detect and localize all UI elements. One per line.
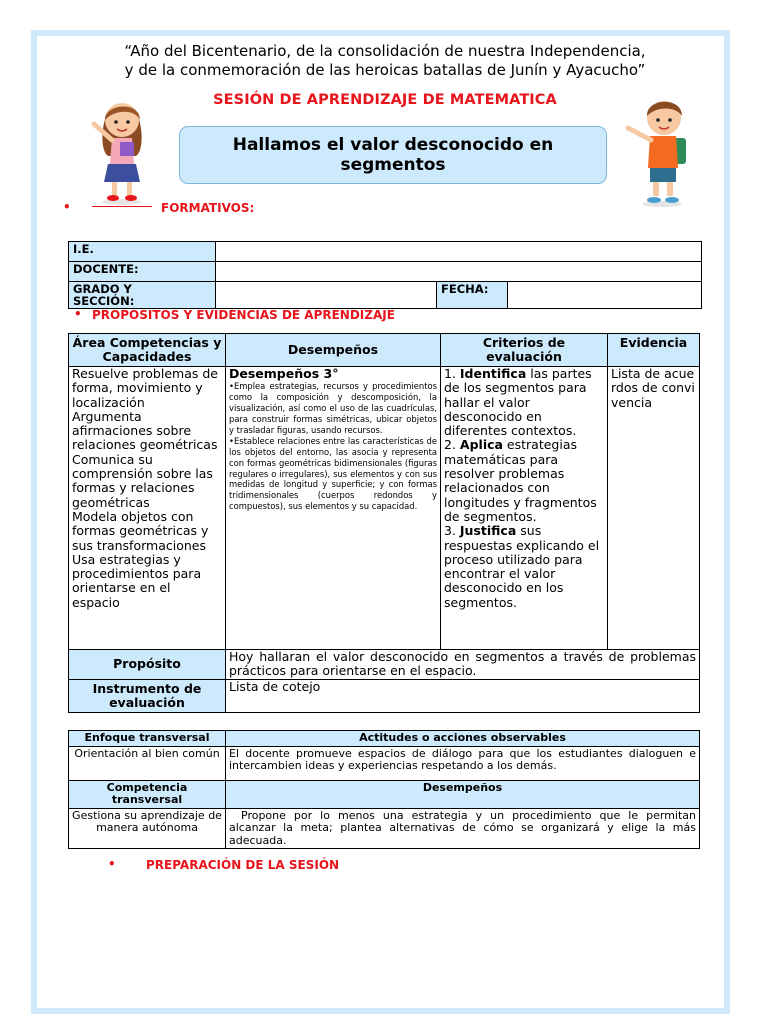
criterio-1: [444, 367, 604, 438]
main-table: [68, 333, 700, 713]
capacity-modela: Modela objetos con formas geométricas y sus transformaciones: [72, 508, 209, 553]
transversal-table: [68, 730, 700, 849]
criterios-cell: [441, 367, 608, 650]
grado-label-1: GRADO Y: [73, 282, 132, 296]
criterio-2: [444, 438, 604, 524]
grado-value-cell: [216, 282, 437, 309]
header-area: Área Competencias y Capacidades: [69, 334, 226, 367]
section-propositos: PROPOSITOS Y EVIDENCIAS DE APRENDIZAJE: [92, 308, 395, 322]
criterio-3-number: 3.: [444, 523, 460, 539]
motto-line-2: y de la conmemoración de las heroicas batallas de Junín y Ayacucho”: [124, 61, 646, 79]
criterio-2-keyword: Aplica: [459, 437, 503, 453]
bullet-propositos: •: [74, 307, 82, 321]
capacity-comunica: Comunica su comprensión sobre las formas y relaciones geométricas: [72, 451, 213, 510]
criterio-2-number: 2.: [444, 437, 460, 453]
desempenos-title: Desempeños 3°: [229, 366, 339, 381]
topic-title-box: [179, 126, 607, 184]
header-evidencia: Evidencia: [608, 334, 700, 367]
instrumento-text: Lista de cotejo: [226, 679, 700, 712]
motto-line-1: “Año del Bicentenario, de la consolidación de nuestra Independencia,: [124, 42, 646, 60]
bullet-formativos: •: [63, 200, 71, 214]
evidencia-text: Lista de acuerdos de convivencia: [611, 366, 695, 410]
bullet-preparacion: •: [108, 857, 116, 871]
fecha-label-cell: [437, 282, 508, 309]
ie-value-cell: [216, 242, 702, 262]
fecha-value-cell: [508, 282, 702, 309]
docente-label-cell: [69, 262, 216, 282]
info-table: [68, 241, 702, 309]
evidencia-cell: [608, 367, 700, 650]
header-desempenos: Desempeños: [226, 334, 441, 367]
motto: [60, 42, 710, 80]
enfoque-value: Orientación al bien común: [69, 746, 226, 780]
header-enfoque: Enfoque transversal: [69, 731, 226, 747]
criterio-3: [444, 524, 604, 610]
header-desempenos-transversal: Desempeños: [226, 780, 700, 808]
header-actitudes: Actitudes o acciones observables: [226, 731, 700, 747]
grado-label-2: SECCIÓN:: [73, 294, 135, 308]
header-competencia: Competencia transversal: [69, 780, 226, 808]
section-formativos: FORMATIVOS:: [161, 201, 255, 215]
formativos-underline: [92, 206, 152, 207]
session-title: SESIÓN DE APRENDIZAJE DE MATEMATICA: [213, 92, 557, 108]
desempeno-transversal-value: Propone por lo menos una estrategia y un procedimiento que le permitan alcanzar la meta; plantea alternativas de cómo se organizará y elige la más adecuada.: [226, 808, 700, 849]
docente-value-cell: [216, 262, 702, 282]
criterio-2-text: estrategias matemáticas para resolver problemas relacionados con longitudes y fragmentos de segmentos.: [444, 437, 597, 524]
capacity-argumenta: Argumenta afirmaciones sobre relaciones geométricas: [72, 408, 218, 453]
instrumento-label: Instrumento de evaluación: [69, 679, 226, 712]
desempeno-item-2: •Establece relaciones entre las características de los objetos del entorno, las asocia y representa con formas geométricas bidimensionales (figuras regulares o irregulares), sus elementos y con sus medidas de longitud y superficie; y con formas tridimensionales (cuerpos redondos y compuestos), sus elementos y su capacidad.: [229, 435, 437, 512]
capacity-usa: Usa estrategias y procedimientos para orientarse en el espacio: [72, 551, 202, 610]
proposito-text: Hoy hallaran el valor desconocido en segmentos a través de problemas prácticos para orientarse en el espacio.: [226, 650, 700, 680]
criterio-3-keyword: Justifica: [459, 523, 517, 539]
docente-label: DOCENTE:: [73, 262, 139, 276]
section-preparacion: PREPARACIÓN DE LA SESIÓN: [146, 858, 340, 872]
grado-label-cell: [69, 282, 216, 309]
competencia-value: Gestiona su aprendizaje de manera autónoma: [69, 808, 226, 849]
boy-illustration: [622, 94, 696, 208]
criterio-1-number: 1.: [444, 366, 460, 381]
ie-label-cell: [69, 242, 216, 262]
criterio-1-text: las partes de los segmentos para hallar el valor desconocido en diferentes contextos.: [444, 366, 592, 439]
fecha-label: FECHA:: [441, 282, 489, 296]
header-criterios: Criterios de evaluación: [441, 334, 608, 367]
proposito-label: Propósito: [69, 650, 226, 680]
actitud-value: El docente promueve espacios de diálogo para que los estudiantes dialoguen e intercambien ideas y experiencias respetando a los demás.: [226, 746, 700, 780]
area-cell: [69, 367, 226, 650]
criterio-1-keyword: Identifica: [459, 366, 527, 381]
desempenos-cell: [226, 367, 441, 650]
girl-illustration: [86, 94, 158, 206]
topic-title-line-1: Hallamos el valor desconocido en: [232, 135, 554, 155]
desempeno-item-1: •Emplea estrategias, recursos y procedimientos como la composición y descomposición, la visualización, así como el uso de las cuadrículas, para construir formas simétricas, ubicar objetos y trasladar figuras, usando recursos.: [229, 381, 437, 435]
topic-title-line-2: segmentos: [340, 155, 446, 175]
ie-label: I.E.: [73, 242, 94, 256]
area-intro: Resuelve problemas de forma, movimiento y localización: [72, 366, 218, 410]
criterio-3-text: sus respuestas explicando el proceso utilizado para encontrar el valor desconocido en los segmentos.: [444, 523, 600, 610]
